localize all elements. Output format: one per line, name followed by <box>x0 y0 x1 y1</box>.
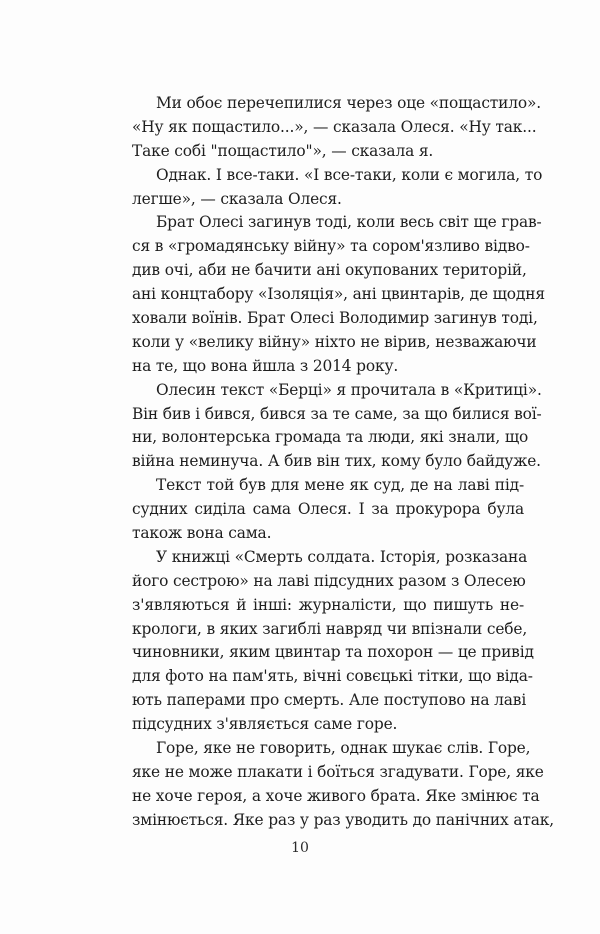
paragraph-3-line-7: на те, що вона йшла з 2014 року. <box>132 356 399 375</box>
page-number: 10 <box>291 840 309 856</box>
paragraph-4-line-3: ни, волонтерська громада та люди, які знали, що <box>132 428 529 447</box>
paragraph-6-line-1: У книжці «Смерть солдата. Історія, розказана <box>156 547 528 566</box>
paragraph-4-line-1: Олесин текст «Берці» я прочитала в «Критиці». <box>156 380 542 399</box>
paragraph-6-line-2: його сестрою» на лаві підсудних разом з Олесею <box>132 571 526 590</box>
paragraph-3-line-3: див очі, аби не бачити ані окупованих територій, <box>132 261 527 280</box>
paragraph-2-line-2: легше», — сказала Олеся. <box>132 189 342 208</box>
paragraph-3-line-2: ся в «громадянську війну» та сором'язливо відво- <box>132 237 530 256</box>
paragraph-2-line-1: Однак. І все-таки. «І все-таки, коли є могила, то <box>156 165 543 184</box>
body-text <box>132 92 554 833</box>
paragraph-6-line-8: підсудних з'являється саме горе. <box>132 715 398 734</box>
paragraph-6-line-3: з'являються й інші: журналісти, що пишуть не- <box>132 595 524 614</box>
paragraph-1-line-1: Ми обоє перечепилися через оце «пощастило». <box>156 94 542 112</box>
paragraph-5-line-2: судних сиділа сама Олеся. І за прокурора була <box>132 500 524 519</box>
paragraph-3-line-5: ховали воїнів. Брат Олесі Володимир загинув тоді, <box>132 309 538 328</box>
paragraph-7-line-4: змінюється. Яке раз у раз уводить до панічних атак, <box>132 810 554 829</box>
paragraph-1-line-2: «Ну як пощастило...», — сказала Олеся. «Ну так... <box>132 117 537 136</box>
paragraph-6-line-6: для фото на пам'ять, вічні совєцькі тітки, що віда- <box>132 667 533 686</box>
paragraph-3-line-4: ані концтабору «Ізоляція», ані цвинтарів, де щодня <box>132 285 545 304</box>
paragraph-3-line-1: Брат Олесі загинув тоді, коли весь світ ще грав- <box>156 213 542 232</box>
paragraph-5-line-1: Текст той був для мене як суд, де на лаві під- <box>156 476 524 495</box>
paragraph-6-line-7: ють паперами про смерть. Але поступово на лаві <box>132 691 527 710</box>
paragraph-4-line-4: війна неминуча. А бив він тих, кому було байдуже. <box>132 452 541 471</box>
paragraph-7-line-3: не хоче героя, а хоче живого брата. Яке змінює та <box>132 786 540 805</box>
paragraph-6-line-5: чиновники, яким цвинтар та похорон — це привід <box>132 643 534 662</box>
paragraph-7-line-1: Горе, яке не говорить, однак шукає слів. Горе, <box>156 739 531 758</box>
paragraph-3-line-6: коли у «велику війну» ніхто не вірив, незважаючи <box>132 332 537 351</box>
paragraph-1-line-3: Таке собі "пощастило"», — сказала я. <box>132 141 434 160</box>
paragraph-7-line-2: яке не може плакати і боїться згадувати. Горе, яке <box>132 762 544 781</box>
paragraph-6-line-4: крологи, в яких загиблі навряд чи впізнали себе, <box>132 619 528 638</box>
paragraph-5-line-3: також вона сама. <box>132 524 272 543</box>
paragraph-4-line-2: Він бив і бився, бився за те саме, за що билися вої- <box>132 404 542 423</box>
